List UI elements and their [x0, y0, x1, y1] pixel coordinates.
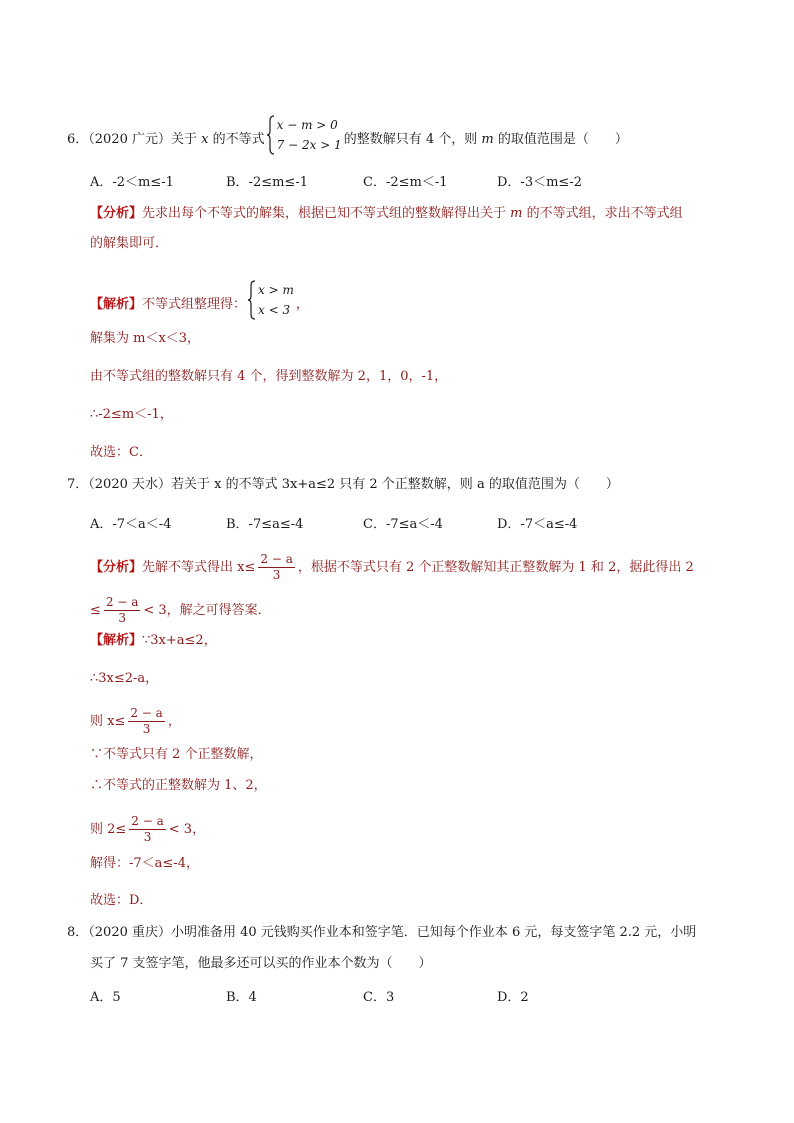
question-source: （2020 广元） [88, 132, 171, 147]
numerator: 2 − a [131, 814, 164, 828]
solution-text: ， [167, 714, 181, 729]
denominator: 3 [142, 722, 151, 736]
solution-line: 解得：-7＜a≤-4， [90, 856, 199, 871]
option-d: D．-7＜a≤-4 [497, 517, 578, 532]
solution-line: 由不等式组的整数解只有 4 个，得到整数解为 2，1，0，-1， [90, 369, 448, 384]
solution-text: 不等式组整理得： [142, 297, 247, 312]
analysis-text: 先解不等式得出 x≤ [142, 560, 256, 575]
analysis-cont [90, 595, 271, 626]
question-source: （2020 重庆） [88, 925, 171, 940]
option-c: C．3 [363, 990, 395, 1005]
option-a: A．5 [90, 990, 121, 1005]
solution-text: 则 x≤ [90, 714, 126, 729]
option-c: C．-2≤m＜-1 [363, 175, 448, 190]
option-d: D．-3＜m≤-2 [497, 175, 582, 190]
option-d: D．2 [497, 990, 529, 1005]
solution-line: 解集为 m＜x＜3， [90, 331, 201, 346]
question-text: 关于 [171, 132, 198, 147]
variable: x [201, 132, 209, 147]
question-6 [67, 115, 628, 155]
solution-line [90, 814, 205, 845]
analysis-text: ≤ [90, 603, 101, 618]
option-a: A．-2＜m≤-1 [90, 175, 174, 190]
analysis-text: 先求出每个不等式的解集，根据已知不等式组的整数解得出关于 [142, 206, 507, 221]
option-b: B．-2≤m≤-1 [226, 175, 308, 190]
solution-text: ， [295, 297, 309, 312]
system-row: 7 − 2x > 1 [276, 138, 342, 152]
solution-line: ∴3x≤2-a， [90, 671, 159, 686]
analysis-cont: 的解集即可． [90, 236, 169, 251]
brace-icon [248, 280, 256, 320]
question-number: 7． [67, 477, 89, 492]
solution-line [90, 280, 309, 320]
denominator: 3 [118, 611, 126, 625]
question-8-cont: 买了 7 支签字笔，他最多还可以买的作业本个数为（ ） [90, 956, 432, 971]
question-text: 的整数解只有 4 个，则 [343, 132, 478, 147]
option-a: A．-7＜a＜-4 [90, 517, 172, 532]
solution-tag: 【解析】 [90, 633, 143, 648]
system-row: x − m > 0 [276, 118, 338, 132]
question-number: 8． [67, 925, 89, 940]
system-row: x > m [258, 283, 294, 297]
solution-line: 故选：D． [90, 893, 153, 908]
solution-text: < 3， [168, 822, 206, 837]
variable: m [481, 132, 494, 147]
analysis-text: ，根据不等式只有 2 个正整数解知其正整数解为 1 和 2，据此得出 2 [297, 560, 694, 575]
inequality-system [248, 280, 294, 320]
option-c: C．-7≤a＜-4 [363, 517, 443, 532]
analysis-tag: 【分析】 [90, 560, 143, 575]
question-text: 小明准备用 40 元钱购买作业本和签字笔．已知每个作业本 6 元，每支签字笔 2.2 元，小明 [171, 925, 697, 940]
numerator: 2 − a [105, 595, 139, 609]
solution-line [90, 632, 217, 650]
solution-line: ∴-2≤m＜-1， [90, 407, 173, 422]
question-source: （2020 天水） [88, 477, 171, 492]
option-b: B．4 [226, 990, 257, 1005]
solution-line: ∵不等式只有 2 个正整数解， [90, 747, 263, 762]
solution-text: 则 2≤ [90, 822, 127, 837]
analysis [90, 552, 694, 583]
analysis-text: 的不等式组，求出不等式组 [526, 206, 683, 221]
system-row: x < 3 [258, 303, 291, 317]
solution-line [90, 706, 181, 737]
fraction [104, 595, 140, 626]
question-number: 6． [67, 132, 89, 147]
denominator: 3 [272, 568, 281, 582]
analysis-text: < 3，解之可得答案． [143, 603, 271, 618]
question-text: 的取值范围是（ ） [497, 132, 628, 147]
numerator: 2 − a [260, 552, 293, 566]
analysis-tag: 【分析】 [90, 206, 143, 221]
solution-line: 故选：C． [90, 445, 152, 460]
fraction [128, 706, 164, 737]
question-text: 若关于 x 的不等式 3x+a≤2 只有 2 个正整数解，则 a 的取值范围为（ ） [171, 477, 619, 492]
variable: m [510, 206, 523, 221]
fraction [129, 814, 165, 845]
question-8 [67, 924, 696, 942]
inequality-system [267, 115, 342, 155]
question-7 [67, 476, 619, 494]
denominator: 3 [143, 830, 152, 844]
question-text: 的不等式 [212, 132, 265, 147]
brace-icon [267, 115, 275, 155]
numerator: 2 − a [130, 706, 163, 720]
analysis [90, 205, 683, 223]
option-b: B．-7≤a≤-4 [226, 517, 304, 532]
solution-tag: 【解析】 [90, 297, 143, 312]
fraction [258, 552, 294, 583]
solution-text: ∵3x+a≤2， [142, 633, 217, 648]
solution-line: ∴不等式的正整数解为 1、2， [90, 778, 267, 793]
